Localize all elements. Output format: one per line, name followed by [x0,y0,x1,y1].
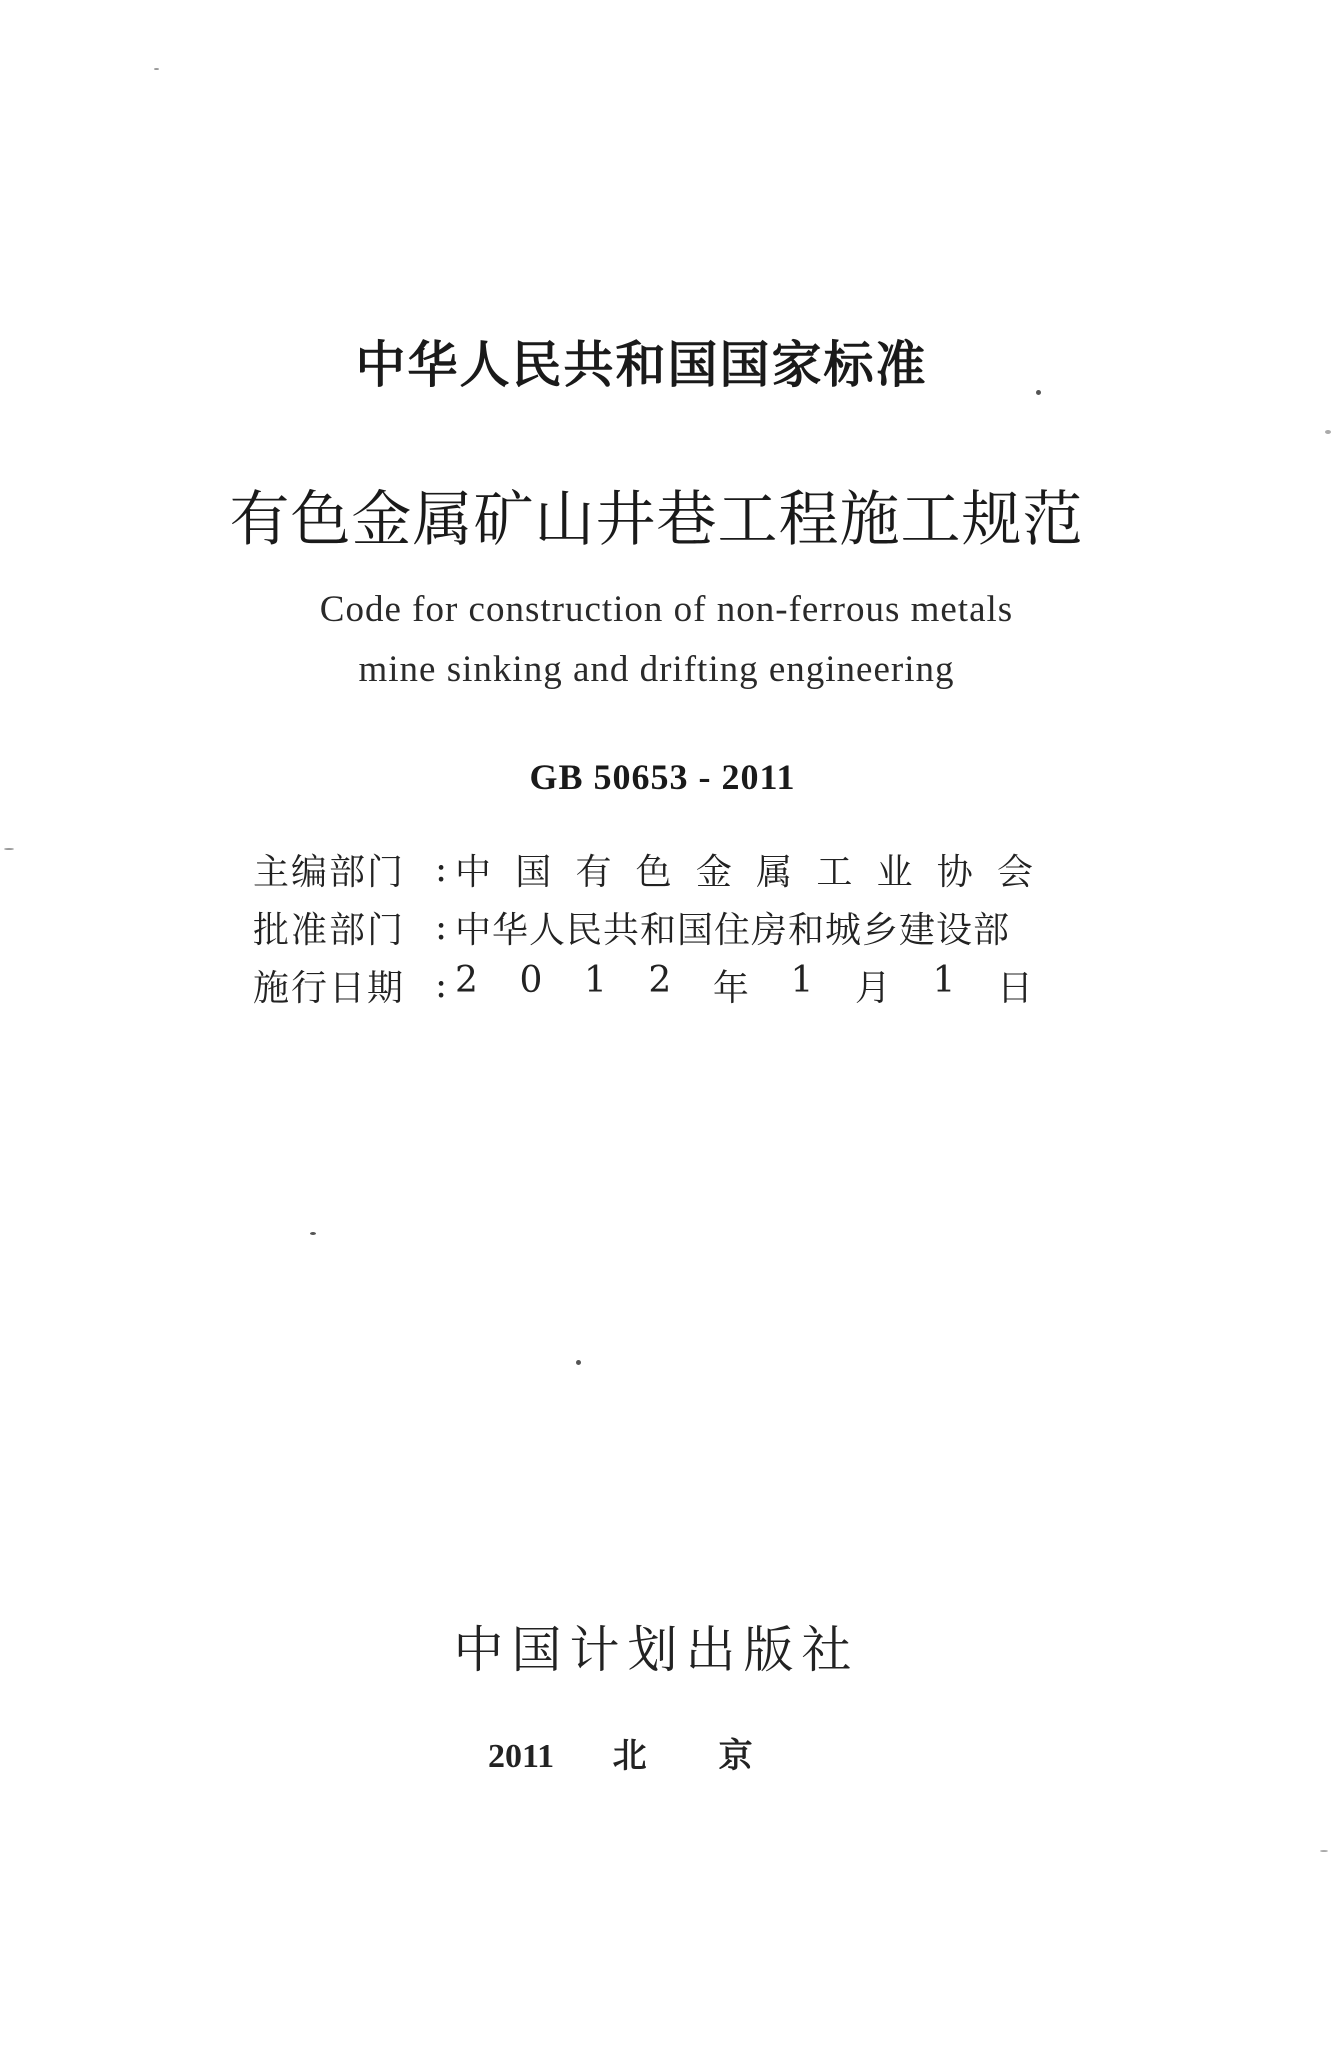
info-row-effective-date [253,956,1033,1014]
standard-series: 中华人民共和国国家标准 [355,336,928,394]
publisher-name: 中国计划出版社 [453,1621,860,1679]
scan-speck [576,1360,581,1365]
editor-char: 业 [876,851,913,893]
date-char: 月 [854,967,891,1009]
date-char: 0 [519,959,543,1001]
info-row-approver [253,898,1033,956]
info-row-editor [253,840,1033,898]
editor-char: 会 [996,851,1033,893]
editor-char: 工 [816,851,853,893]
date-char: 日 [996,967,1033,1009]
date-char: 2 [648,959,672,1001]
editor-char: 国 [515,851,552,893]
date-char: 1 [790,959,814,1001]
approver-value [455,902,1033,953]
title-english-line-1: Code for construction of non-ferrous metals [319,589,1014,630]
editor-char: 色 [635,851,672,893]
scan-speck [1320,1850,1328,1852]
editor-label: 主编部门 [253,851,406,893]
scan-speck [1325,430,1331,434]
title-english-line-2: mine sinking and drifting engineering [358,649,955,690]
effective-colon: : [435,964,448,1006]
scan-speck [4,848,14,850]
approver-colon: : [435,906,448,948]
editor-char: 协 [936,851,973,893]
editor-char: 属 [756,851,793,893]
effective-label: 施行日期 [253,967,406,1009]
editor-char: 金 [695,851,732,893]
date-char: 2 [455,959,478,1001]
effective-value [455,960,1033,1011]
publication-city: 北京 [612,1738,825,1775]
scan-speck [1036,390,1041,395]
date-char: 年 [712,967,749,1009]
info-block [253,840,1033,1014]
approver-text: 中华人民共和国住房和城乡建设部 [455,909,1011,951]
title-chinese: 有色金属矿山井巷工程施工规范 [229,485,1084,555]
editor-char: 有 [575,851,612,893]
approver-label: 批准部门 [253,909,406,951]
editor-value [455,844,1033,895]
scan-speck [154,68,159,70]
date-char: 1 [932,959,956,1001]
date-char: 1 [583,959,607,1001]
scan-speck [310,1232,316,1235]
publication-year: 2011 [488,1738,555,1775]
standard-code: GB 50653 - 2011 [529,757,796,797]
editor-colon: : [435,848,448,890]
editor-char: 中 [455,851,492,893]
publication-place [488,1728,825,1777]
